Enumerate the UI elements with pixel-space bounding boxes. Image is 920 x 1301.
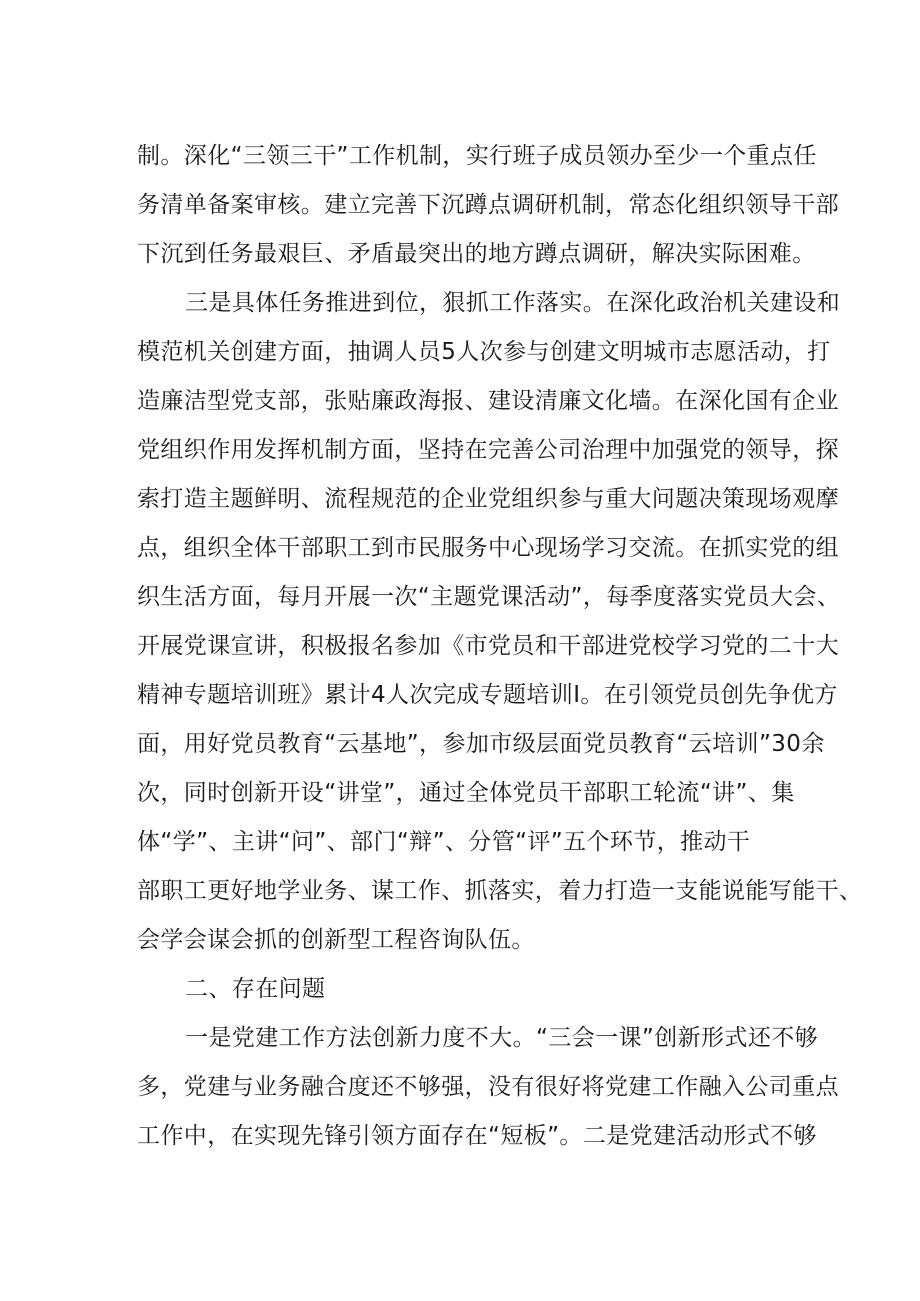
- paragraph-start-line: 一是党建工作方法创新力度不大。“三会一课”创新形式还不够: [185, 1025, 819, 1051]
- text-line: 开展党课宣讲，积极报名参加《市党员和干部进党校学习党的二十大: [137, 633, 839, 659]
- text-line: 部职工更好地学业务、谋工作、抓落实，着力打造一支能说能写能干、: [137, 878, 863, 904]
- paragraph-start-line: 三是具体任务推进到位，狠抓工作落实。在深化政治机关建设和: [185, 290, 841, 316]
- text-line: 制。深化“三领三干”工作机制，实行班子成员领办至少一个重点任: [137, 143, 817, 169]
- text-line: 面，用好党员教育“云基地”，参加市级层面党员教育“云培训”30余: [137, 731, 825, 757]
- section-heading: 二、存在问题: [185, 976, 326, 1002]
- text-line: 织生活方面，每月开展一次“主题党课活动”，每季度落实党员大会、: [137, 584, 841, 610]
- text-line: 务清单备案审核。建立完善下沉蹲点调研机制，常态化组织领导干部: [137, 192, 839, 218]
- text-line: 点，组织全体干部职工到市民服务中心现场学习交流。在抓实党的组: [137, 535, 839, 561]
- text-line: 次，同时创新开设“讲堂”，通过全体党员干部职工轮流“讲”、集: [137, 780, 795, 806]
- text-line: 模范机关创建方面，抽调人员5人次参与创建文明城市志愿活动，打: [137, 339, 831, 365]
- text-line: 工作中，在实现先锋引领方面存在“短板”。二是党建活动形式不够: [137, 1123, 817, 1149]
- text-line: 造廉洁型党支部，张贴廉政海报、建设清廉文化墙。在深化国有企业: [137, 388, 839, 414]
- text-line: 党组织作用发挥机制方面，坚持在完善公司治理中加强党的领导，探: [137, 437, 839, 463]
- text-line: 索打造主题鲜明、流程规范的企业党组织参与重大问题决策现场观摩: [137, 486, 839, 512]
- text-line: 多，党建与业务融合度还不够强，没有很好将党建工作融入公司重点: [137, 1074, 839, 1100]
- text-line: 会学会谋会抓的创新型工程咨询队伍。: [137, 927, 535, 953]
- text-line: 体“学”、主讲“问”、部门“辩”、分管“评”五个环节，推动干: [137, 829, 751, 855]
- text-line: 下沉到任务最艰巨、矛盾最突出的地方蹲点调研，解决实际困难。: [137, 241, 816, 267]
- text-line: 精神专题培训班》累计4人次完成专题培训I。在引领党员创先争优方: [137, 682, 838, 708]
